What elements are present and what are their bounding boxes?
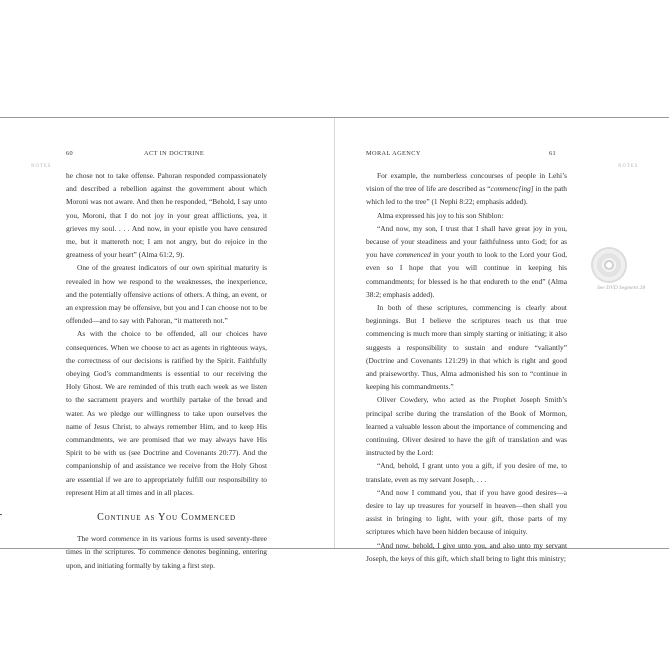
right-running-head: MORAL AGENCY <box>366 150 421 157</box>
dvd-segment-caption: See DVD Segment 28 <box>597 285 645 291</box>
right-page-number: 61 <box>549 150 557 157</box>
section-heading: Continue as You Commenced <box>97 512 236 524</box>
right-paragraph: In both of these scriptures, commencing is clearly about beginnings. But I believe the scriptures teach us that true commencing is much more than simply starting or initiating; it also suggests a responsibility to sustain and endure “valiantly” (Doctrine and Covenants 121:29) in that which is right and good and praiseworthy. Thus, Alma admonished his son to “continue in keeping his commandments.” <box>366 303 567 392</box>
right-paragraph: Oliver Cowdery, who acted as the Prophet Joseph Smith’s principal scribe during the translation of the Book of Mormon, learned a valuable lesson about the importance of commencing and continuing. Oliver desired to have the gift of translation and was instructed by the Lord: <box>366 395 567 458</box>
book-spread <box>0 117 669 570</box>
left-running-head: ACT IN DOCTRINE <box>144 150 205 157</box>
left-paragraph: The word commence in its various forms is used seventy-three times in the scriptures. To commence denotes beginning, entering upon, and initiating formally by taking a first step. <box>66 534 267 570</box>
right-page <box>335 118 669 563</box>
crop-mark <box>0 514 2 515</box>
right-paragraph: “And now, my son, I trust that I shall have great joy in you, because of your steadiness and your faithfulness unto God; for as you have commenced in your youth to look to the Lord your God, even so I hope that you will continue in keeping his commandments; for blessed is he that endureth to the end” (Alma 38:2; emphasis added). <box>366 223 568 299</box>
right-paragraph: For example, the numberless concourses of people in Lehi’s vision of the tree of life are described as “commenc[ing] in the path which led to the tree” (1 Nephi 8:22; emphasis added). <box>366 171 567 207</box>
left-notes-label: NOTES <box>31 164 52 169</box>
right-paragraph: “And now I command you, that if you have good desires—a desire to lay up treasures for yourself in heaven—then shall you assist in bringing to light, with your gift, those parts of my scriptures which have been hidden because of iniquity. <box>366 487 567 537</box>
right-body-text <box>366 169 567 565</box>
left-page <box>0 118 335 570</box>
left-paragraph: One of the greatest indicators of our own spiritual maturity is revealed in how we respond to the weaknesses, the inexperience, and the potentially offensive actions of others. A thing, an event, or an expression may be offensive, but you and I can choose not to be offended—and to say with Pahoran, “it mattereth not.” <box>66 263 267 326</box>
right-paragraph: “And now, behold, I give unto you, and also unto my servant Joseph, the keys of this gift, which shall bring to light this ministry; <box>366 540 567 563</box>
left-paragraph: As with the choice to be offended, all our choices have consequences. When we choose to act as agents in righteous ways, the correctness of our decisions is ratified by the Spirit. Faithfully obeying God’s commandments is essential to our receiving the Holy Ghost. We are reminded of this truth each week as we listen to the sacrament prayers and worthily partake of the bread and water. As we pledge our willingness to take upon ourselves the name of Jesus Christ, to always remember Him, and to keep His commandments, we are promised that we may always have His Spirit to be with us (see Doctrine and Covenants 20:77). And the companionship of and assistance we receive from the Holy Ghost are essential if we are to appropriately fulfill our responsibility to represent Him at all times and in all places. <box>66 329 267 497</box>
right-paragraph: Alma expressed his joy to his son Shiblon: <box>377 210 504 220</box>
left-body-text <box>66 169 267 572</box>
right-notes-label: NOTES <box>618 164 639 169</box>
right-paragraph: “And, behold, I grant unto you a gift, if you desire of me, to translate, even as my servant Joseph, . . . <box>366 461 567 484</box>
dvd-disc-icon <box>591 247 627 283</box>
left-paragraph: he chose not to take offense. Pahoran responded compassionately and described a rebellion against the government about which Moroni was not aware. And then he responded, “Behold, I say unto you, Moroni, that I do not joy in your great afflictions, yea, it grieves my soul. . . . And now, in your epistle you have censured me, but it mattereth not; I am not angry, but do rejoice in the greatness of your heart” (Alma 61:2, 9). <box>66 171 267 260</box>
left-page-number: 60 <box>66 150 74 157</box>
